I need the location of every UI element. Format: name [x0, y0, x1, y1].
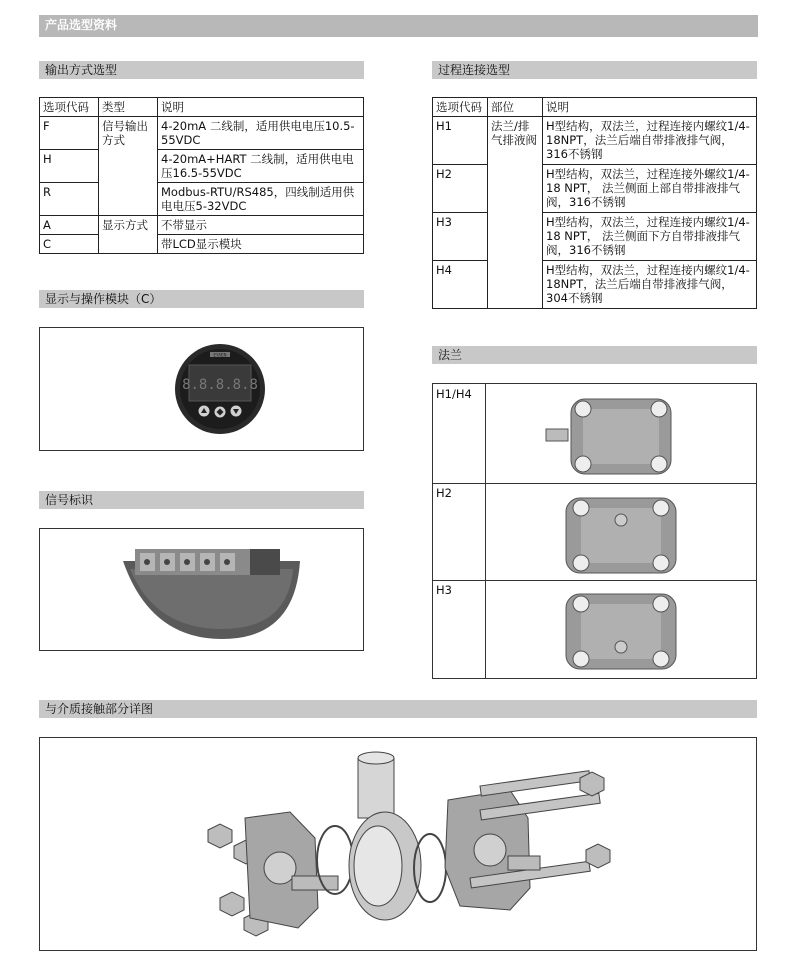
display-module-frame: [39, 327, 364, 451]
col-header-code: 选项代码: [433, 98, 488, 117]
table-row: [40, 216, 364, 235]
col-header-desc: 说明: [543, 98, 757, 117]
flange-image-h2: [541, 488, 691, 578]
row-desc: 不带显示: [158, 216, 364, 235]
flange-image-h1: [541, 389, 691, 479]
table-header-row: [433, 98, 757, 117]
exploded-section-title: 与介质接触部分详图: [39, 700, 757, 718]
signal-section-title: 信号标识: [39, 491, 364, 509]
row-type: 显示方式: [99, 216, 158, 254]
row-desc: 4-20mA 二线制，适用供电电压10.5-55VDC: [158, 117, 364, 150]
col-header-type: 类型: [99, 98, 158, 117]
row-part: 法兰/排气排液阀: [488, 117, 543, 309]
flange-label-h3: H3: [436, 583, 452, 597]
triangle-down-icon: [231, 406, 242, 417]
svg-text:EYAEN: EYAEN: [213, 352, 227, 358]
display-module-image: [40, 328, 363, 450]
output-section-title: 输出方式选型: [39, 61, 364, 79]
row-code: H3: [433, 213, 488, 261]
row-desc: 带LCD显示模块: [158, 235, 364, 254]
row-desc: H型结构，双法兰，过程连接内螺纹1/4-18NPT，法兰后端自带排液排气阀，316不锈钢: [543, 117, 757, 165]
row-desc: H型结构，双法兰，过程连接内螺纹1/4-18NPT，法兰后端自带排液排气阀，304不锈钢: [543, 261, 757, 309]
diamond-icon: [215, 407, 226, 418]
row-desc: H型结构，双法兰，过程连接外螺纹1/4-18 NPT， 法兰侧面上部自带排液排气阀，316不锈钢: [543, 165, 757, 213]
output-table: [39, 97, 364, 254]
table-row: [433, 261, 757, 309]
row-code: C: [40, 235, 99, 254]
row-desc: H型结构，双法兰，过程连接内螺纹1/4-18 NPT， 法兰侧面下方自带排液排气阀，316不锈钢: [543, 213, 757, 261]
table-row: [433, 165, 757, 213]
row-type: 信号输出方式: [99, 117, 158, 216]
row-code: H: [40, 150, 99, 183]
table-row: [40, 183, 364, 216]
row-code: R: [40, 183, 99, 216]
flange-grid: [432, 383, 757, 679]
table-row: [40, 150, 364, 183]
flange-image-h3: [541, 584, 691, 674]
table-row: [40, 117, 364, 150]
col-header-desc: 说明: [158, 98, 364, 117]
row-code: H1: [433, 117, 488, 165]
signal-terminal-frame: [39, 528, 364, 651]
lcd-digits: 8.8.8.8.8: [182, 377, 258, 393]
display-section-title: 显示与操作模块（C）: [39, 290, 364, 308]
page-title: 产品选型资料: [39, 15, 758, 37]
row-desc: Modbus-RTU/RS485，四线制适用供电电压5-32VDC: [158, 183, 364, 216]
exploded-view-image: [40, 738, 756, 950]
row-desc: 4-20mA+HART 二线制，适用供电电压16.5-55VDC: [158, 150, 364, 183]
row-code: F: [40, 117, 99, 150]
triangle-up-icon: [199, 406, 210, 417]
flange-section-title: 法兰: [432, 346, 757, 364]
row-code: H4: [433, 261, 488, 309]
col-header-part: 部位: [488, 98, 543, 117]
exploded-frame: [39, 737, 757, 951]
table-row: [433, 117, 757, 165]
table-header-row: [40, 98, 364, 117]
process-section-title: 过程连接选型: [432, 61, 757, 79]
row-code: A: [40, 216, 99, 235]
process-table: [432, 97, 757, 309]
col-header-code: 选项代码: [40, 98, 99, 117]
table-row: [433, 213, 757, 261]
terminal-block-image: [40, 529, 363, 650]
flange-label-h1h4: H1/H4: [436, 387, 472, 401]
row-code: H2: [433, 165, 488, 213]
table-row: [40, 235, 364, 254]
flange-label-h2: H2: [436, 486, 452, 500]
